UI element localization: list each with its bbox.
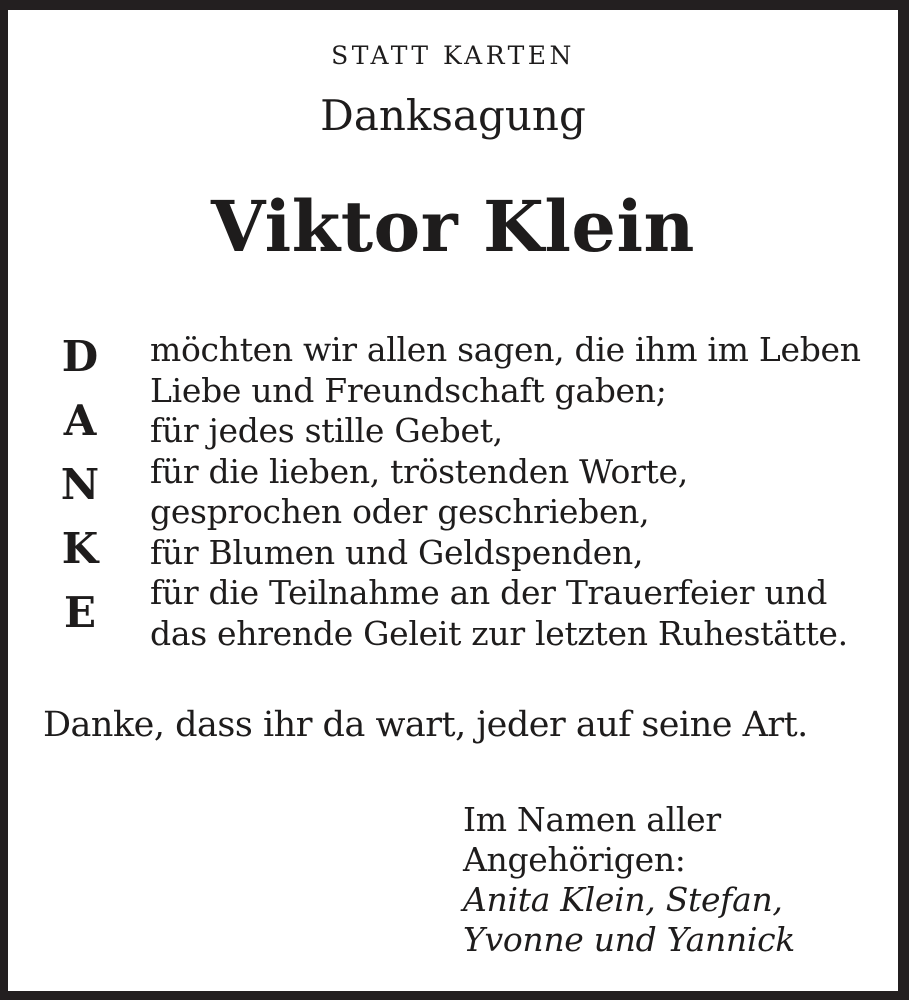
closing-line: Im Namen aller [463, 800, 721, 839]
closing-name-line: Anita Klein, Stefan, [463, 880, 783, 919]
vertical-letter: N [60, 460, 100, 509]
deceased-name: Viktor Klein [211, 185, 695, 268]
body-line: für Blumen und Geldspenden, [150, 532, 644, 572]
body-line: Liebe und Freundschaft gaben; [150, 370, 667, 410]
body-line: für jedes stille Gebet, [150, 411, 503, 450]
body-line: möchten wir allen sagen, die ihm im Leben [150, 330, 861, 369]
closing-signature-block [463, 800, 795, 960]
thanks-summary-line: Danke, dass ihr da wart, jeder auf seine Art. [43, 705, 808, 745]
body-line: das ehrende Geleit zur letzten Ruhestätte. [150, 613, 848, 653]
thanks-body [150, 330, 861, 654]
vertical-letter: D [61, 332, 99, 381]
pre-header: STATT KARTEN [331, 41, 575, 70]
body-line: für die Teilnahme an der Trauerfeier und [150, 573, 828, 612]
vertical-letter: A [63, 396, 97, 445]
body-line: für die lieben, tröstenden Worte, [150, 451, 688, 491]
closing-line: Angehörigen: [463, 840, 686, 879]
closing-name-line: Yvonne und Yannick [463, 920, 795, 959]
body-line: gesprochen oder geschrieben, [150, 492, 650, 531]
vertical-word-danke [58, 332, 102, 637]
vertical-letter: E [63, 588, 96, 637]
notice-type-title: Danksagung [320, 91, 586, 140]
vertical-letter: K [61, 524, 99, 573]
